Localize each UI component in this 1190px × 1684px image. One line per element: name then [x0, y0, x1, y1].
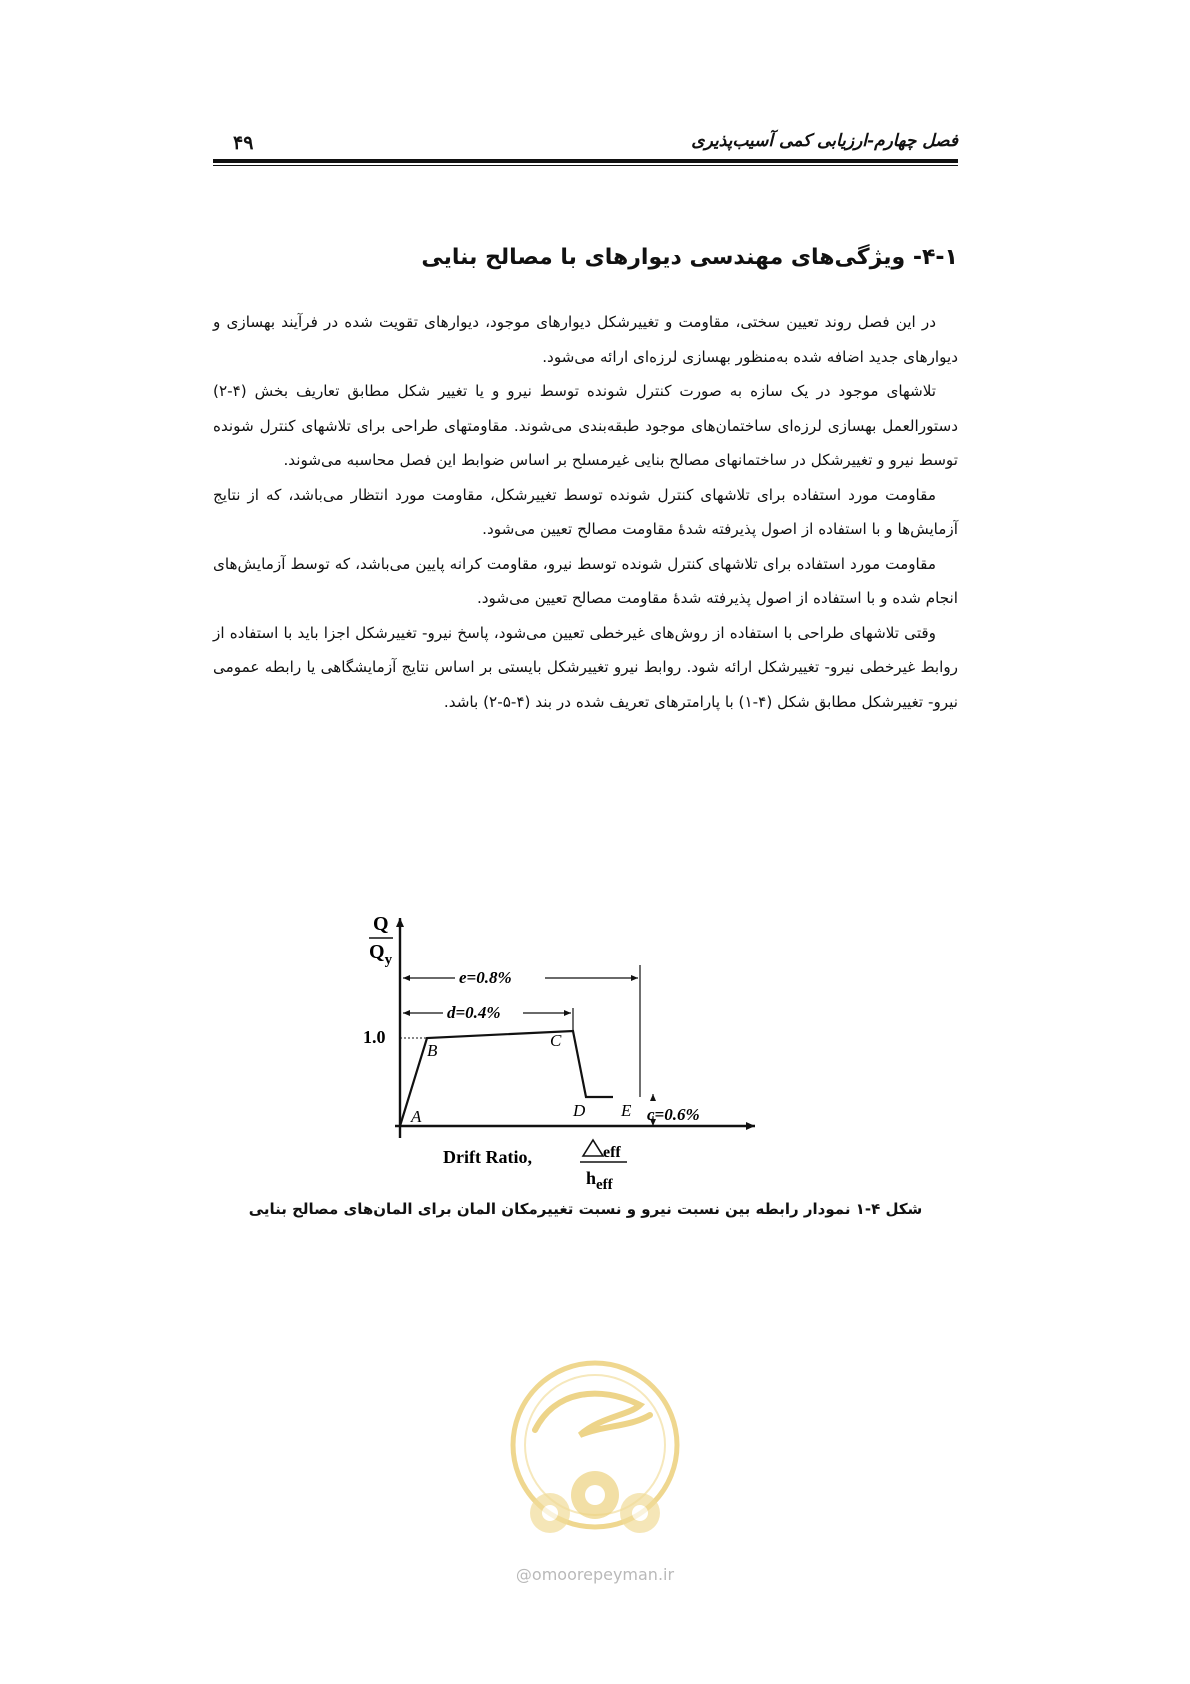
e-dimension-label: e=0.8%	[459, 968, 512, 987]
point-label-a: A	[411, 1107, 422, 1126]
paragraph-2: تلاشهای موجود در یک سازه به صورت کنترل شونده توسط نیرو و یا تغییر شکل مطابق تعاریف بخش (۴-۲) دستورالعمل بهسازی لرزه‌ای ساختمان‌های موجود طبقه‌بندی می‌شوند. مقاومتهای طراحی برای تلاشهای کنترل شونده توسط نیرو و تغییرشکل در ساختمانهای مصالح بنایی غیرمسلح بر اساس ضوابط این فصل محاسبه می‌شوند.	[213, 382, 958, 469]
c-dimension-label: c=0.6%	[647, 1105, 700, 1124]
paragraph-4: مقاومت مورد استفاده برای تلاشهای کنترل شونده توسط نیرو، مقاومت کرانه پایین می‌باشد، که توسط آزمایش‌های انجام شده و با استفاده از اصول پذیرفته شدهٔ مقاومت مصالح تعیین می‌شود.	[213, 554, 958, 607]
watermark-calligraphy-icon	[535, 1394, 650, 1435]
paragraph-3: مقاومت مورد استفاده برای تلاشهای کنترل شونده توسط تغییرشکل، مقاومت مورد انتظار می‌باشد، که از نتایج آزمایش‌ها و با استفاده از اصول پذیرفته شدهٔ مقاومت مصالح تعیین می‌شود.	[213, 485, 958, 538]
point-label-b: B	[427, 1041, 438, 1060]
x-axis-label: Drift Ratio,	[443, 1147, 532, 1167]
point-label-e: E	[621, 1101, 632, 1120]
watermark-url: @omoorepeyman.ir	[515, 1565, 675, 1584]
page-header	[213, 128, 958, 158]
delta-symbol	[583, 1140, 603, 1156]
watermark-logo	[480, 1345, 710, 1590]
section-heading: ۴-۱- ویژگی‌های مهندسی دیوارهای با مصالح بنایی	[421, 245, 958, 270]
figure-caption: شکل ۴-۱ نمودار رابطه بین نسبت نیرو و نسبت تغییرمکان المان برای المان‌های مصالح بنایی	[248, 1200, 923, 1218]
header-rule-thick	[213, 159, 958, 163]
y-tick-label: 1.0	[363, 1027, 386, 1047]
chapter-title: فصل چهارم-ارزیابی کمی آسیب‌پذیری	[691, 131, 958, 151]
d-dimension-label: d=0.4%	[447, 1003, 501, 1022]
force-deformation-figure	[355, 910, 783, 1193]
page-number: ۴۹	[233, 132, 254, 154]
x-fraction-top: eff	[603, 1144, 621, 1161]
paragraph-5: وقتی تلاشهای طراحی با استفاده از روش‌های غیرخطی تعیین می‌شود، پاسخ نیرو- تغییرشکل اجزا باید با استفاده از روابط غیرخطی نیرو- تغییرشکل ارائه شود. روابط نیرو تغییرشکل بایستی بر اساس نتایج آزمایشگاهی یا رابطه عمومی نیرو- تغییرشکل مطابق شکل (۴-۱) با پارامترهای تعریف شده در بند (۴-۵-۲) باشد.	[213, 623, 958, 711]
point-label-c: C	[550, 1031, 562, 1050]
x-fraction-bottom: $h_{eff}$	[586, 1168, 613, 1193]
force-deformation-diagram	[355, 910, 783, 1193]
gear-icon	[530, 1471, 660, 1533]
point-label-d: D	[573, 1101, 586, 1120]
y-axis-label-top: Q	[373, 913, 389, 935]
header-rule-thin	[213, 165, 958, 166]
body-text	[213, 305, 958, 719]
y-axis-label-bottom: $Q_y$	[369, 941, 393, 968]
paragraph-1: در این فصل روند تعیین سختی، مقاومت و تغییرشکل دیوارهای موجود، دیوارهای تقویت شده در فرآیند بهسازی و دیوارهای جدید اضافه شده به‌منظور بهسازی لرزه‌ای ارائه می‌شود.	[213, 313, 958, 366]
watermark-emblem	[480, 1345, 710, 1560]
